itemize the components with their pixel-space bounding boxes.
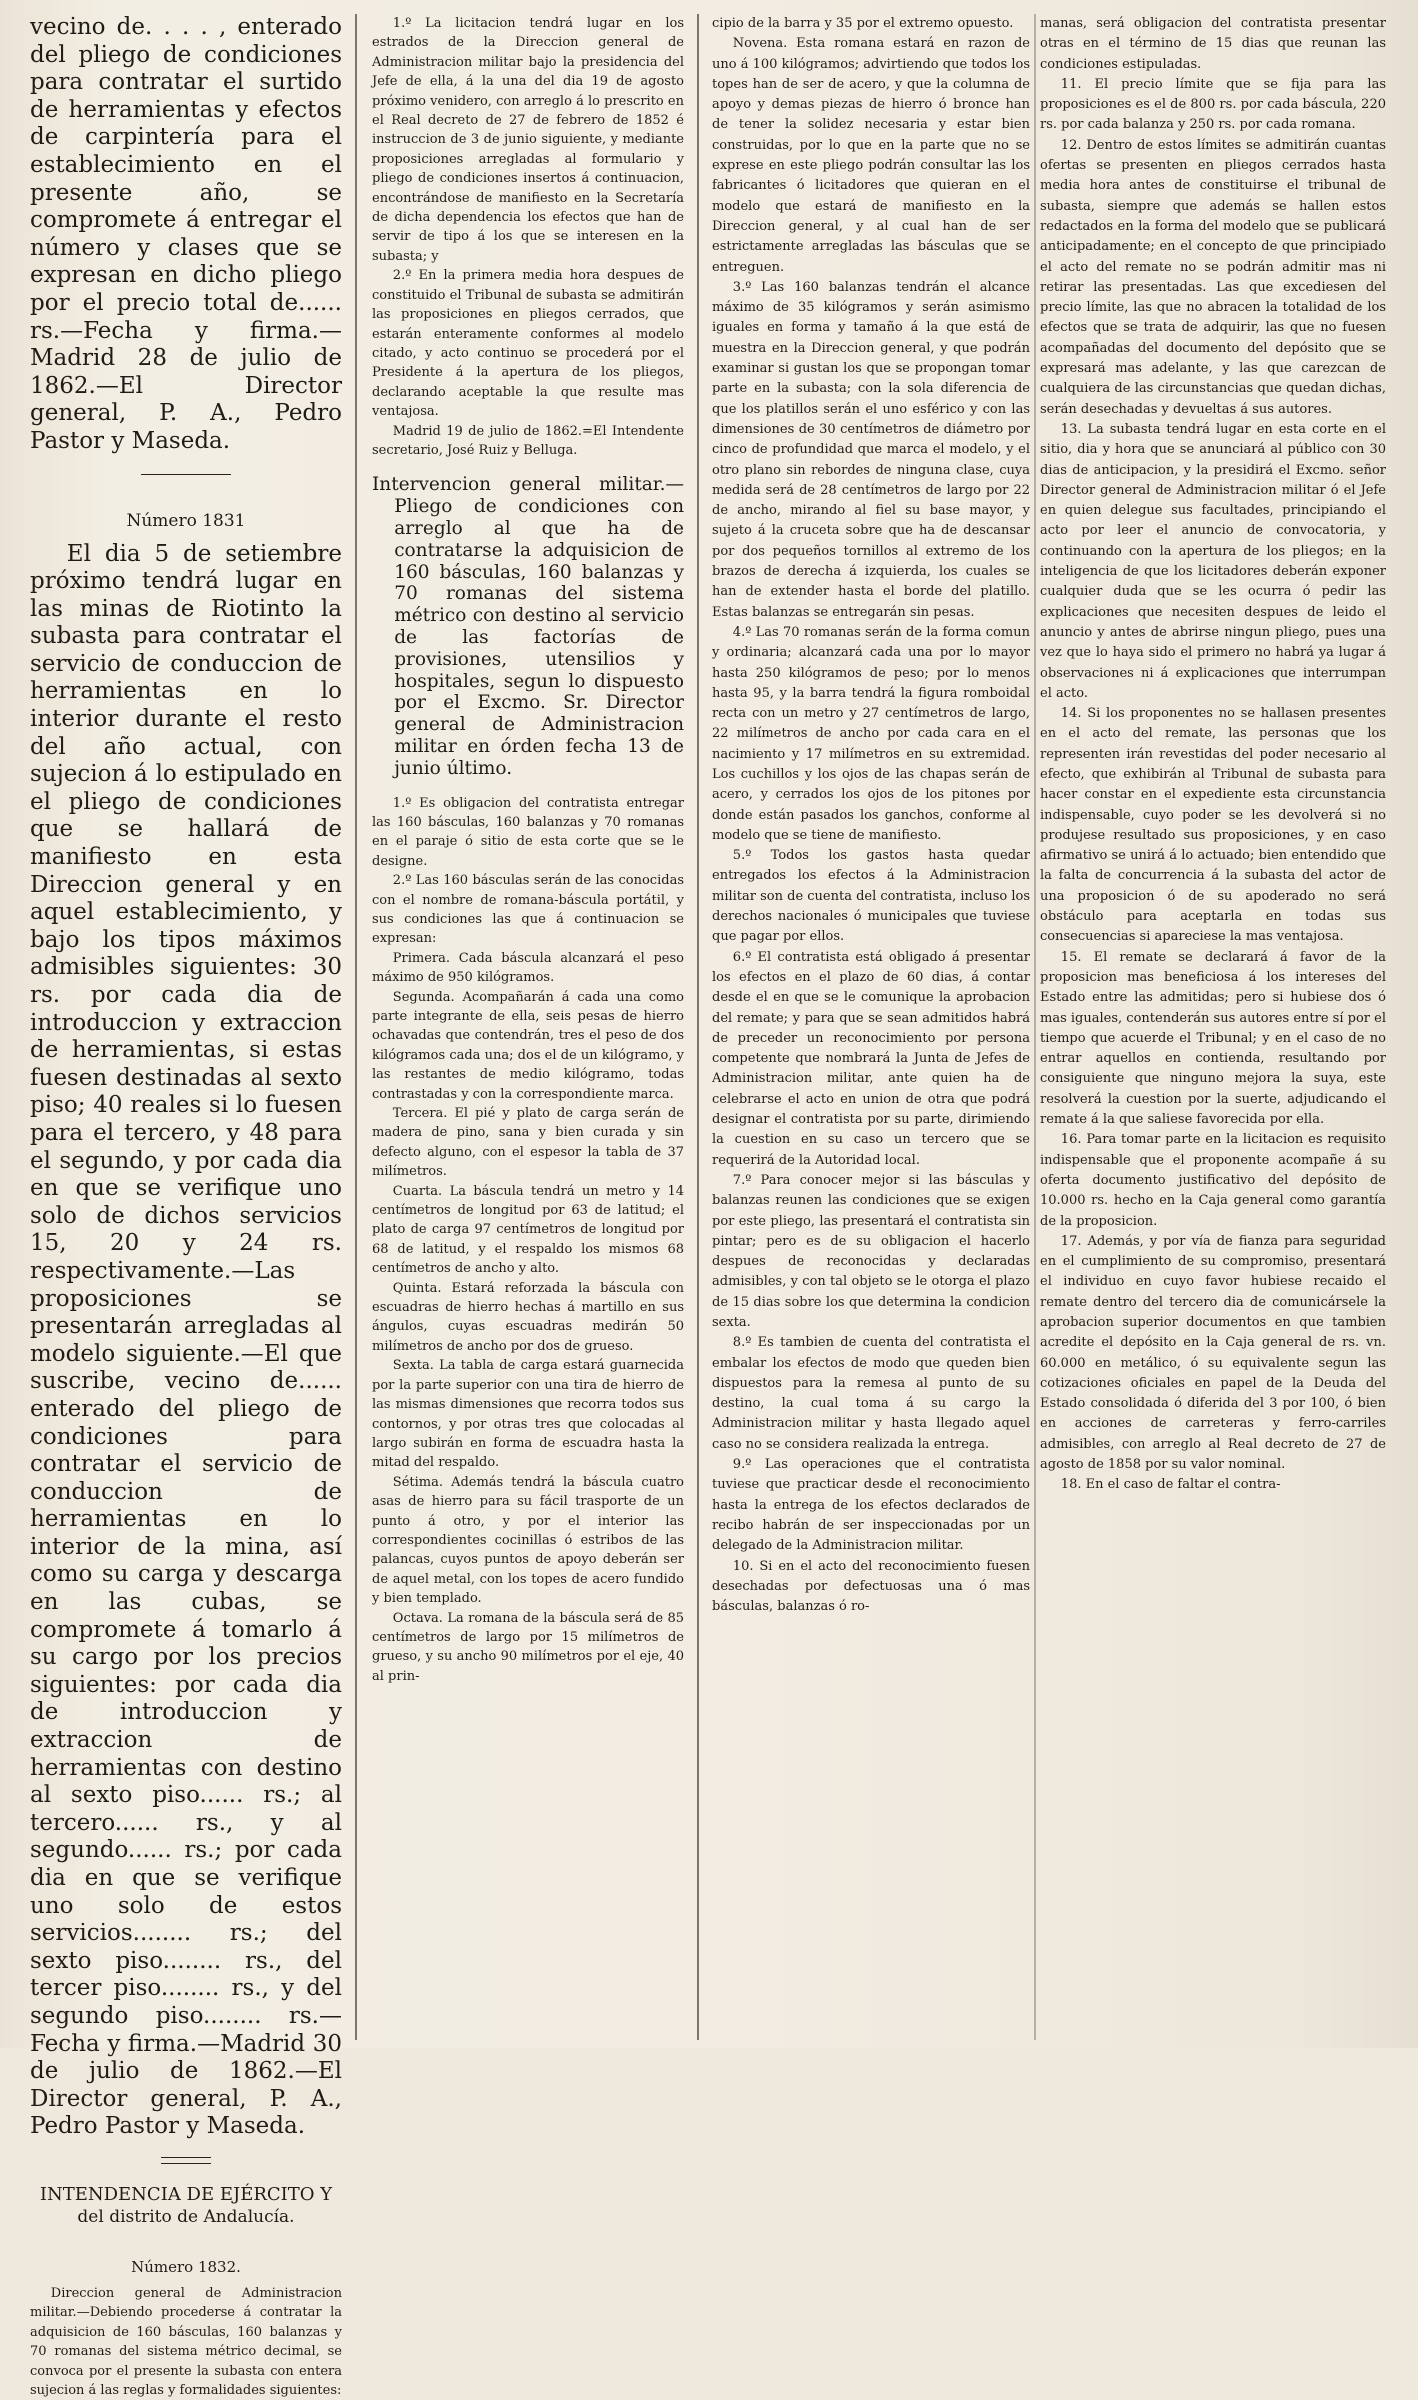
- paragraph: 14. Si los proponentes no se hallasen presentes en el acto del remate, las personas que los representen irán revestidas del poder necesario al efecto, que exhibirán al Tribunal de subasta para hacer constar en el expediente esta circunstancia indispensable, cuyo poder se les devolverá si no produjese resultado sus proposiciones, y en caso afirmativo se unirá á lo actuado; bien entendido que la falta de concurrencia á la subasta del actor de una proposicion ó de su apoderado no será obstáculo para aceptarla en todas sus consecuencias si apareciese la mas ventajosa.: [1040, 706, 1386, 945]
- paragraph: Cuarta. La báscula tendrá un metro y 14 centímetros de longitud por 63 de latitud; el plato de carga 97 centímetros de longitud por 68 de latitud, y el respaldo los mismos 68 centímetros de ancho y alto.: [372, 1183, 684, 1277]
- paragraph: Intervencion general militar.—Pliego de condiciones con arreglo al que ha de contratarse la adquisicion de 160 básculas, 160 balanzas y 70 romanas del sistema métrico con destino al servicio de las factorías de provisiones, utensilios y hospitales, segun lo dispuesto por el Excmo. Sr. Director general de Administracion militar en órden fecha 13 de junio último.: [372, 474, 684, 779]
- paragraph: 7.º Para conocer mejor si las básculas y balanzas reunen las condiciones que se exigen por este pliego, las presentará el contratista sin pintar; pero es de su obligacion el hacerlo despues de reconocidas y declaradas admisibles, y con tal objeto se le otorga el plazo de 15 dias sobre los que determina la condicion sexta.: [712, 1172, 1030, 1330]
- column-3: [712, 14, 1030, 2040]
- paragraph: Novena. Esta romana estará en razon de uno á 100 kilógramos; advirtiendo que todos los topes han de ser de acero, y que la columna de apoyo y demas piezas de hierro ó bronce han de tener la solidez necesaria y estar bien construidas, por lo que en la parte que no se exprese en este pliego podrán consultar las los fabricantes ó licitadores que quieran en el modelo que estará de manifiesto en la Direccion general, y al cual han de ser estrictamente arregladas las básculas que se entreguen.: [712, 36, 1030, 275]
- double-rule-separator: [161, 2157, 211, 2164]
- paragraph: 11. El precio límite que se fija para las proposiciones es el de 800 rs. por cada báscula, 220 rs. por cada balanza y 250 rs. por cada romana.: [1040, 76, 1386, 133]
- paragraph: Segunda. Acompañarán á cada una como parte integrante de ella, seis pesas de hierro ochavadas que contendrán, tres el peso de dos kilógramos cada una; dos el de un kilógramo, y las restantes de medio kilógramo, todas contrastadas y con la correspondiente marca.: [372, 989, 684, 1102]
- paragraph: Sétima. Además tendrá la báscula cuatro asas de hierro para su fácil trasporte de un punto á otro, y por el interior las correspondientes cocinillas ó estribos de las palancas, cuyos puntos de apoyo deberán ser de aquel metal, con los topes de acero fundido y bien templado.: [372, 1474, 684, 1607]
- paragraph: 6.º El contratista está obligado á presentar los efectos en el plazo de 60 dias, á contar desde el en que se le comunique la aprobacion del remate; y para que se sean admitidos habrá de preceder un reconocimiento por persona competente que nombrará la Junta de Jefes de Administracion militar, ante quien ha de celebrarse el acto en union de otra que podrá designar el contratista por su parte, dirimiendo la cuestion en su caso un tercero que se requerirá de la Autoridad local.: [712, 949, 1030, 1168]
- paragraph: 5.º Todos los gastos hasta quedar entregados los efectos á la Administracion militar son de cuenta del contratista, incluso los derechos nacionales ó municipales que tuviese que pagar por ellos.: [712, 848, 1030, 945]
- paragraph: 4.º Las 70 romanas serán de la forma comun y ordinaria; alcanzará cada una por lo mayor hasta 250 kilógramos de peso; por lo menos hasta 95, y la barra tendrá la figura romboidal recta con un metro y 27 centímetros de largo, 22 milímetros de ancho por cada cara en el nacimiento y 17 milímetros en su extremidad. Los cuchillos y los ojos de las chapas serán de acero, y cerrados los ojos de los pitones por donde están pasados los ganchos, conforme al modelo que se tiene de manifiesto.: [712, 624, 1030, 843]
- paragraph: 2.º Las 160 básculas serán de las conocidas con el nombre de romana-báscula portátil, y sus condiciones las que á continuacion se expresan:: [372, 873, 684, 947]
- spacer: [372, 780, 684, 794]
- paragraph: Tercera. El pié y plato de carga serán de madera de pino, sana y bien curada y sin defecto alguno, con el espesor la tabla de 37 milímetros.: [372, 1106, 684, 1180]
- paragraph: 1.º Es obligacion del contratista entregar las 160 básculas, 160 balanzas y 70 romanas en el paraje ó sitio de esta corte que se le designe.: [372, 795, 684, 869]
- paragraph: 8.º Es tambien de cuenta del contratista el embalar los efectos de modo que queden bien dispuestos para la remesa al punto de su destino, la cual toma á su cargo la Administracion militar y hasta llegado aquel caso no se considera realizada la entrega.: [712, 1335, 1030, 1452]
- paragraph: Madrid 19 de julio de 1862.=El Intendente secretario, José Ruiz y Belluga.: [372, 423, 684, 458]
- paragraph: Octava. La romana de la báscula será de 85 centímetros de largo por 15 milímetros de grueso, y su ancho 90 milímetros por el eje, 40 al prin-: [372, 1610, 684, 1684]
- paragraph: 13. La subasta tendrá lugar en esta corte en el sitio, dia y hora que se anunciará al público con 30 dias de anticipacion, y la presidirá el Excmo. señor Director general de Administracion militar ó el Jefe en quien delegue sus facultades, principiando el acto por leer el anuncio de convocatoria, y continuando con la apertura de los pliegos; en la inteligencia de que los licitadores deberán exponer cualquier duda que se les ocurra ó pedir las explicaciones que necesiten despues de leido el anuncio y antes de abrirse ningun pliego, pues una vez que lo haya sido el primero no habrá ya lugar á observaciones ni á explicaciones que interrumpan el acto.: [1040, 421, 1386, 701]
- spacer: [372, 460, 684, 474]
- paragraph: manas, será obligacion del contratista presentar otras en el término de 15 dias que reunan las condiciones estipuladas.: [1040, 16, 1386, 72]
- section-title: INTENDENCIA DE EJÉRCITO Y: [39, 2183, 333, 2205]
- paragraph: 17. Además, y por vía de fianza para seguridad en el cumplimiento de su compromiso, presentará el individuo en cuyo favor hubiese recaido el remate dentro del tercero dia de comunicársele la aprobacion superior documentos en que tambien acredite el depósito en la Caja general de rs. vn. 60.000 en metálico, ó su equivalente segun las cotizaciones oficiales en papel de la Deuda del Estado consolidada ó diferida del 3 por 100, ó bien en acciones de carreteras y ferro-carriles admisibles, con arreglo al Real decreto de 27 de agosto de 1858 por su valor nominal.: [1040, 1233, 1386, 1473]
- paragraph: 3.º Las 160 balanzas tendrán el alcance máximo de 35 kilógramos y serán asimismo iguales en forma y tamaño á la que está de muestra en la Direccion general, y que podrán examinar si gustan los que se propongan tomar parte en la subasta; con la sola diferencia de que los platillos serán el uno esférico y con las dimensiones de 30 centímetros de diámetro por cinco de profundidad que marca el modelo, y el otro plano sin rebordes de ninguna clase, cuya medida será de 28 centímetros de largo por 22 de ancho, mirando al fiel su base mayor, y sujeto á la cruceta sobre que ha de descansar por dos pequeños tornillos al extremo de los brazos de derecha á izquierda, los cuales se han de extender hasta el borde del platillo. Estas balanzas se entregarán sin pesas.: [712, 279, 1030, 620]
- separator: [141, 474, 231, 475]
- column-2: [372, 14, 684, 2040]
- paragraph: 10. Si en el acto del reconocimiento fuesen desechadas por defectuosas una ó mas básculas, balanzas ó ro-: [712, 1558, 1030, 1615]
- paragraph: El dia 5 de setiembre próximo tendrá lugar en las minas de Riotinto la subasta para contratar el servicio de conduccion de herramientas en lo interior durante el resto del año actual, con sujecion á lo estipulado en el pliego de condiciones que se hallará de manifiesto en esta Direccion general y en aquel establecimiento, y bajo los tipos máximos admisibles siguientes: 30 rs. por cada dia de introduccion y extraccion de herramientas, si estas fuesen destinadas al sexto piso; 40 reales si lo fuesen para el tercero, y 48 para el segundo, y por cada dia en que se verifique uno solo de dichos servicios 15, 20 y 24 rs. respectivamente.—Las proposiciones se presentarán arregladas al modelo siguiente.—El que suscribe, vecino de...... enterado del pliego de condiciones para contratar el servicio de conduccion de herramientas en lo interior de la mina, así como su carga y descarga en las cubas, se compromete á tomarlo á su cargo por los precios siguientes: por cada dia de introduccion y extraccion de herramientas con destino al sexto piso...... rs.; al tercero...... rs., y al segundo...... rs.; por cada dia en que se verifique uno solo de estos servicios........ rs.; del sexto piso........ rs., del tercer piso........ rs., y del segundo piso........ rs.—Fecha y firma.—Madrid 30 de julio de 1862.—El Director general, P. A., Pedro Pastor y Maseda.: [30, 540, 342, 2140]
- paragraph: Primera. Cada báscula alcanzará el peso máximo de 950 kilógramos.: [372, 950, 684, 986]
- section-subtitle: del distrito de Andalucía.: [77, 2206, 295, 2227]
- column-1: [30, 14, 342, 2398]
- paragraph: 16. Para tomar parte en la licitacion es requisito indispensable que el proponente acompañe á su oferta documento justificativo del depósito de 10.000 rs. hecho en la Caja general como garantía de la proposicion.: [1040, 1132, 1386, 1229]
- column-rule: [1034, 14, 1036, 2040]
- paragraph: Direccion general de Administracion militar.—Debiendo procederse á contratar la adquisicion de 160 básculas, 160 balanzas y 70 romanas del sistema métrico decimal, se convoca por el presente la subasta con entera sujecion á las reglas y formalidades siguientes:: [30, 2285, 342, 2398]
- paragraph: 1.º La licitacion tendrá lugar en los estrados de la Direccion general de Administracion militar bajo la presidencia del Jefe de ella, á la una del dia 19 de agosto próximo venidero, con arreglo á lo prescrito en el Real decreto de 27 de febrero de 1852 é instruccion de 3 de junio siguiente, y mediante proposiciones arregladas al formulario y pliego de condiciones insertos á continuacion, encontrándose de manifiesto en la Secretaría de dicha dependencia los efectos que han de servir de tipo á los que se interesen en la subasta; y: [372, 16, 684, 264]
- paragraph: 9.º Las operaciones que el contratista tuviese que practicar desde el reconocimiento hasta la entrega de los efectos declarados de recibo habrán de ser inspeccionadas por un delegado de la Administracion militar.: [712, 1457, 1030, 1554]
- paragraph: vecino de. . . . , enterado del pliego de condiciones para contratar el surtido de herramientas y efectos de carpintería para el establecimiento en el presente año, se compromete á entregar el número y clases que se expresan en dicho pliego por el precio total de...... rs.—Fecha y firma.—Madrid 28 de julio de 1862.—El Director general, P. A., Pedro Pastor y Maseda.: [30, 14, 342, 454]
- notice-number: Número 1832.: [131, 2257, 241, 2276]
- paragraph: cipio de la barra y 35 por el extremo opuesto.: [712, 16, 1014, 31]
- paragraph: 15. El remate se declarará á favor de la proposicion mas beneficiosa á los intereses del Estado entre las admitidas; pero si hubiese dos ó mas iguales, contenderán sus autores entre sí por el tiempo que acuerde el Tribunal; y en el caso de no entrar aquellos en contienda, resultando por consiguiente que ninguno mejora la suya, este resolverá la cuestion por la suerte, adjudicando el remate á la que saliese favorecida por ella.: [1040, 949, 1386, 1128]
- paragraph: 12. Dentro de estos límites se admitirán cuantas ofertas se presenten en pliegos cerrados hasta media hora antes de constituirse el tribunal de subasta, siempre que además se hallen estos redactados en la forma del modelo que se publicará anticipadamente; en el concepto de que principiado el acto del remate no se podrán admitir mas ni retirar las presentadas. Las que excediesen del precio límite, las que no abracen la totalidad de los efectos que se trata de adquirir, las que no fuesen acompañadas del documento del depósito que se expresará mas adelante, y las que carezcan de cualquiera de las circunstancias que quedan dichas, serán desechadas y devueltas á sus autores.: [1040, 137, 1386, 417]
- paragraph: 18. En el caso de faltar el contra-: [1060, 1477, 1281, 1493]
- column-4: [1040, 14, 1386, 2040]
- paragraph: 2.º En la primera media hora despues de constituido el Tribunal de subasta se admitirán las proposiciones en pliegos cerrados, que estarán enteramente conformes al modelo citado, y acto continuo se procederá por el Presidente á la apertura de los pliegos, declarando aceptable la que resulte mas ventajosa.: [372, 268, 684, 420]
- notice-number: Número 1831: [126, 510, 246, 531]
- column-rule: [355, 14, 357, 2040]
- column-rule: [697, 14, 699, 2040]
- paragraph: Sexta. La tabla de carga estará guarnecida por la parte superior con una tira de hierro de las mismas dimensiones que recorra todos sus contornos, y por otras tres que colocadas al largo subirán en forma de escuadra hasta la mitad del respaldo.: [372, 1358, 684, 1471]
- paragraph: Quinta. Estará reforzada la báscula con escuadras de hierro hechas á martillo en sus ángulos, cuyas escuadras medirán 50 milímetros de ancho por dos de grueso.: [372, 1280, 684, 1354]
